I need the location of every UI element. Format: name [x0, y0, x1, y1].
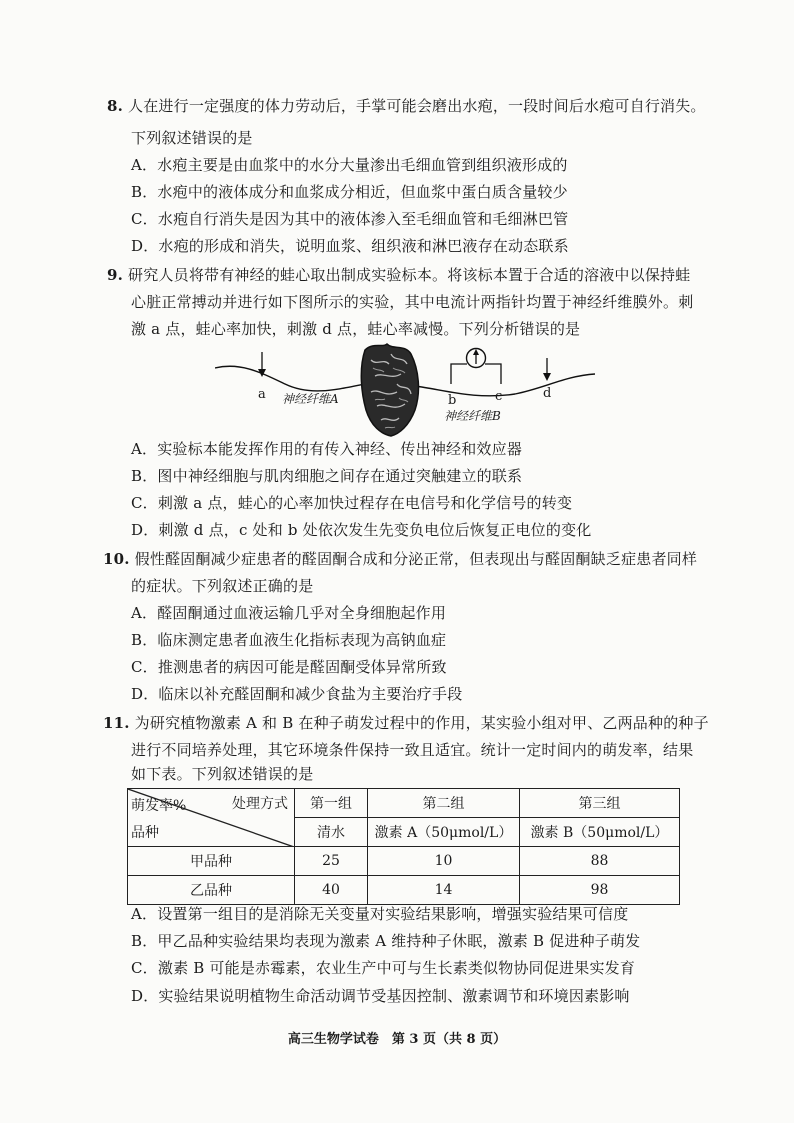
jia-group-1-value: 25 — [295, 847, 368, 876]
q11-option-d: D．实验结果说明植物生命活动调节受基因控制、激素调节和环境因素影响 — [131, 987, 630, 1005]
q9-stem-line-2: 心脏正常搏动并进行如下图所示的实验，其中电流计两指针均置于神经纤维膜外。刺 — [131, 293, 694, 311]
fig-label-c: c — [495, 389, 503, 404]
q10-stem-text-1: 假性醛固酮减少症患者的醛固酮合成和分泌正常，但表现出与醛固酮缺乏症患者同样 — [134, 550, 698, 568]
q11-stem-line-3: 如下表。下列叙述错误的是 — [131, 765, 314, 783]
treatment-3: 激素 B（50μmol/L） — [520, 818, 680, 847]
jia-group-2-value: 10 — [368, 847, 520, 876]
q8-option-d: D．水疱的形成和消失，说明血浆、组织液和淋巴液存在动态联系 — [131, 237, 569, 255]
q11-stem-line-1 — [103, 713, 709, 733]
galvanometer — [451, 349, 501, 385]
treatment-2: 激素 A（50μmol/L） — [368, 818, 520, 847]
q9-number: 9. — [107, 266, 124, 284]
q10-number: 10. — [103, 550, 130, 568]
q11-number: 11. — [103, 714, 130, 732]
fig-label-a: a — [258, 387, 266, 402]
q11-option-b: B．甲乙品种实验结果均表现为激素 A 维持种子休眠，激素 B 促进种子萌发 — [131, 932, 641, 950]
q10-option-c: C．推测患者的病因可能是醛固酮受体异常所致 — [131, 658, 447, 676]
q9-option-b: B．图中神经细胞与肌肉细胞之间存在通过突触建立的联系 — [131, 467, 523, 485]
q9-stem-line-1 — [107, 265, 690, 285]
frog-heart — [361, 344, 418, 436]
q11-stem-line-2: 进行不同培养处理，其它环境条件保持一致且适宜。统计一定时间内的萌发率，结果 — [131, 741, 694, 759]
q11-option-a: A．设置第一组目的是消除无关变量对实验结果影响，增强实验结果可信度 — [131, 905, 629, 923]
frog-heart-nerve-diagram — [215, 340, 595, 440]
q10-option-b: B．临床测定患者血液生化指标表现为高钠血症 — [131, 631, 447, 649]
stimulus-arrow-d — [543, 358, 551, 381]
q8-option-b: B．水疱中的液体成分和血浆成分相近，但血浆中蛋白质含量较少 — [131, 183, 568, 201]
corner-treatment-label: 处理方式 — [232, 796, 288, 812]
q11-option-c: C．激素 B 可能是赤霉素，农业生产中可与生长素类似物协同促进果实发育 — [131, 959, 636, 977]
q8-option-c: C．水疱自行消失是因为其中的液体渗入至毛细血管和毛细淋巴管 — [131, 210, 569, 228]
q8-stem-line-1 — [107, 96, 706, 116]
nerve-fiber-a-line — [215, 366, 365, 391]
q9-option-c: C．刺激 a 点，蛙心的心率加快过程存在电信号和化学信号的转变 — [131, 494, 573, 512]
q8-option-a: A．水疱主要是由血浆中的水分大量渗出毛细血管到组织液形成的 — [131, 156, 568, 174]
q9-stem-line-3: 激 a 点，蛙心率加快，刺激 d 点，蛙心率减慢。下列分析错误的是 — [131, 320, 581, 338]
corner-variety-label: 品种 — [131, 825, 159, 841]
table-row — [128, 847, 680, 876]
q11-stem-text-1: 为研究植物激素 A 和 B 在种子萌发过程中的作用，某实验小组对甲、乙两品种的种子 — [134, 714, 709, 732]
nerve-fiber-b-line — [415, 374, 595, 396]
variety-yi: 乙品种 — [128, 876, 295, 905]
group-1-header: 第一组 — [295, 789, 368, 818]
stimulus-arrow-a — [258, 352, 266, 377]
q9-stem-text-1: 研究人员将带有神经的蛙心取出制成实验标本。将该标本置于合适的溶液中以保持蛙 — [128, 266, 691, 284]
q10-stem-line-2: 的症状。下列叙述正确的是 — [131, 577, 314, 595]
q10-option-a: A．醛固酮通过血液运输几乎对全身细胞起作用 — [131, 604, 447, 622]
variety-jia: 甲品种 — [128, 847, 295, 876]
q8-stem-line-2: 下列叙述错误的是 — [131, 129, 253, 147]
table-header-row — [128, 789, 680, 818]
group-3-header: 第三组 — [520, 789, 680, 818]
group-2-header: 第二组 — [368, 789, 520, 818]
page-footer: 高三生物学试卷 第 3 页（共 8 页） — [287, 1032, 507, 1047]
corner-rate-label: 萌发率% — [131, 798, 187, 814]
yi-group-1-value: 40 — [295, 876, 368, 905]
table-row — [128, 876, 680, 905]
q8-stem-text-1: 人在进行一定强度的体力劳动后，手掌可能会磨出水疱，一段时间后水疱可自行消失。 — [128, 97, 706, 115]
q10-stem-line-1 — [103, 549, 697, 569]
q8-number: 8. — [107, 97, 124, 115]
yi-group-2-value: 14 — [368, 876, 520, 905]
q10-option-d: D．临床以补充醛固酮和减少食盐为主要治疗手段 — [131, 685, 463, 703]
treatment-1: 清水 — [295, 818, 368, 847]
fig-label-fiber-b: 神经纤维B — [444, 409, 501, 423]
q9-option-a: A．实验标本能发挥作用的有传入神经、传出神经和效应器 — [131, 440, 523, 458]
table-corner-cell — [128, 789, 295, 847]
yi-group-3-value: 98 — [520, 876, 680, 905]
fig-label-fiber-a: 神经纤维A — [282, 392, 339, 406]
fig-label-d: d — [543, 386, 552, 401]
germination-table — [127, 788, 680, 905]
fig-label-b: b — [448, 393, 457, 408]
jia-group-3-value: 88 — [520, 847, 680, 876]
q9-option-d: D．刺激 d 点，c 处和 b 处依次发生先变负电位后恢复正电位的变化 — [131, 521, 592, 539]
